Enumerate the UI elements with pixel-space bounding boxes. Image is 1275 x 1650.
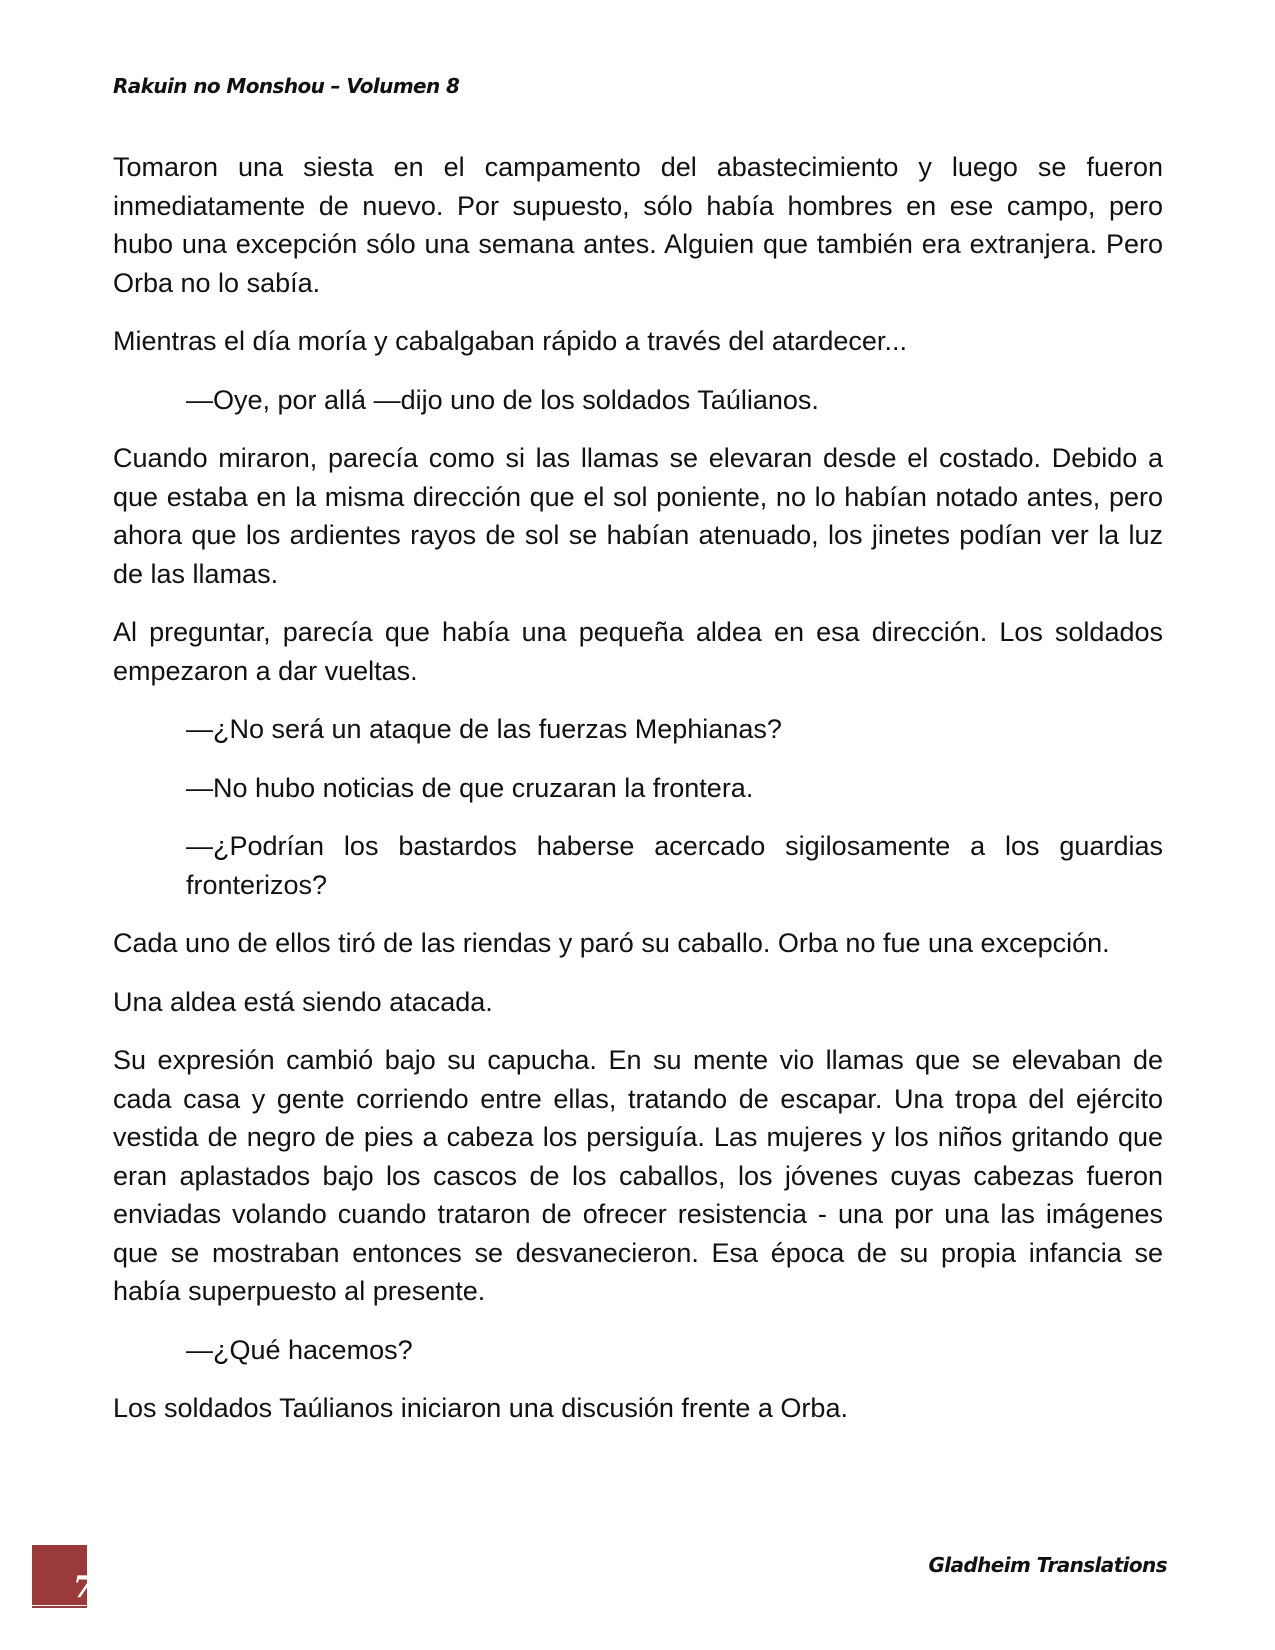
running-header: Rakuin no Monshou – Volumen 8 bbox=[113, 74, 460, 98]
dialogue-line: —No hubo noticias de que cruzaran la frontera. bbox=[186, 772, 754, 803]
paragraph: Los soldados Taúlianos iniciaron una discusión frente a Orba. bbox=[113, 1393, 848, 1423]
dialogue-line: —¿Podrían los bastardos haberse acercado sigilosamente a los guardias fronterizos? bbox=[186, 831, 1163, 900]
paragraph: Su expresión cambió bajo su capucha. En su mente vio llamas que se elevaban de cada casa y gente corriendo entre ellas, tratando de escapar. Una tropa del ejército vestida de negro de pies a cabeza los persiguía. Las mujeres y los niños gritando que eran aplastados bajo los cascos de los caballos, los jóvenes cuyas cabezas fueron enviadas volando cuando trataron de ofrecer resistencia - una por una las imágenes que se mostraban entonces se desvanecieron. Esa época de su propia infancia se había superpuesto al presente. bbox=[113, 1045, 1163, 1306]
page-number: 7 bbox=[73, 1570, 94, 1605]
dialogue-line: —¿Qué hacemos? bbox=[186, 1334, 413, 1365]
paragraph: Mientras el día moría y cabalgaban rápido a través del atardecer... bbox=[113, 326, 907, 356]
paragraph: Cada uno de ellos tiró de las riendas y paró su caballo. Orba no fue una excepción. bbox=[113, 928, 1110, 958]
paragraph: Una aldea está siendo atacada. bbox=[113, 986, 493, 1017]
paragraph: Cuando miraron, parecía como si las llamas se elevaran desde el costado. Debido a que estaba en la misma dirección que el sol poniente, no lo habían notado antes, pero ahora que los ardientes rayos de sol se habían atenuado, los jinetes podían ver la luz de las llamas. bbox=[113, 443, 1163, 589]
footer-brand: Gladheim Translations bbox=[928, 1553, 1167, 1577]
dialogue-line: —Oye, por allá —dijo uno de los soldados Taúlianos. bbox=[186, 384, 819, 415]
page-number-underline bbox=[32, 1606, 87, 1608]
paragraph: Al preguntar, parecía que había una pequeña aldea en esa dirección. Los soldados empezaron a dar vueltas. bbox=[113, 617, 1163, 686]
paragraph: Tomaron una siesta en el campamento del abastecimiento y luego se fueron inmediatamente de nuevo. Por supuesto, sólo había hombres en ese campo, pero hubo una excepción sólo una semana antes. Alguien que también era extranjera. Pero Orba no lo sabía. bbox=[113, 152, 1163, 298]
dialogue-line: —¿No será un ataque de las fuerzas Mephianas? bbox=[186, 714, 782, 744]
chapter-body bbox=[113, 148, 1163, 1448]
